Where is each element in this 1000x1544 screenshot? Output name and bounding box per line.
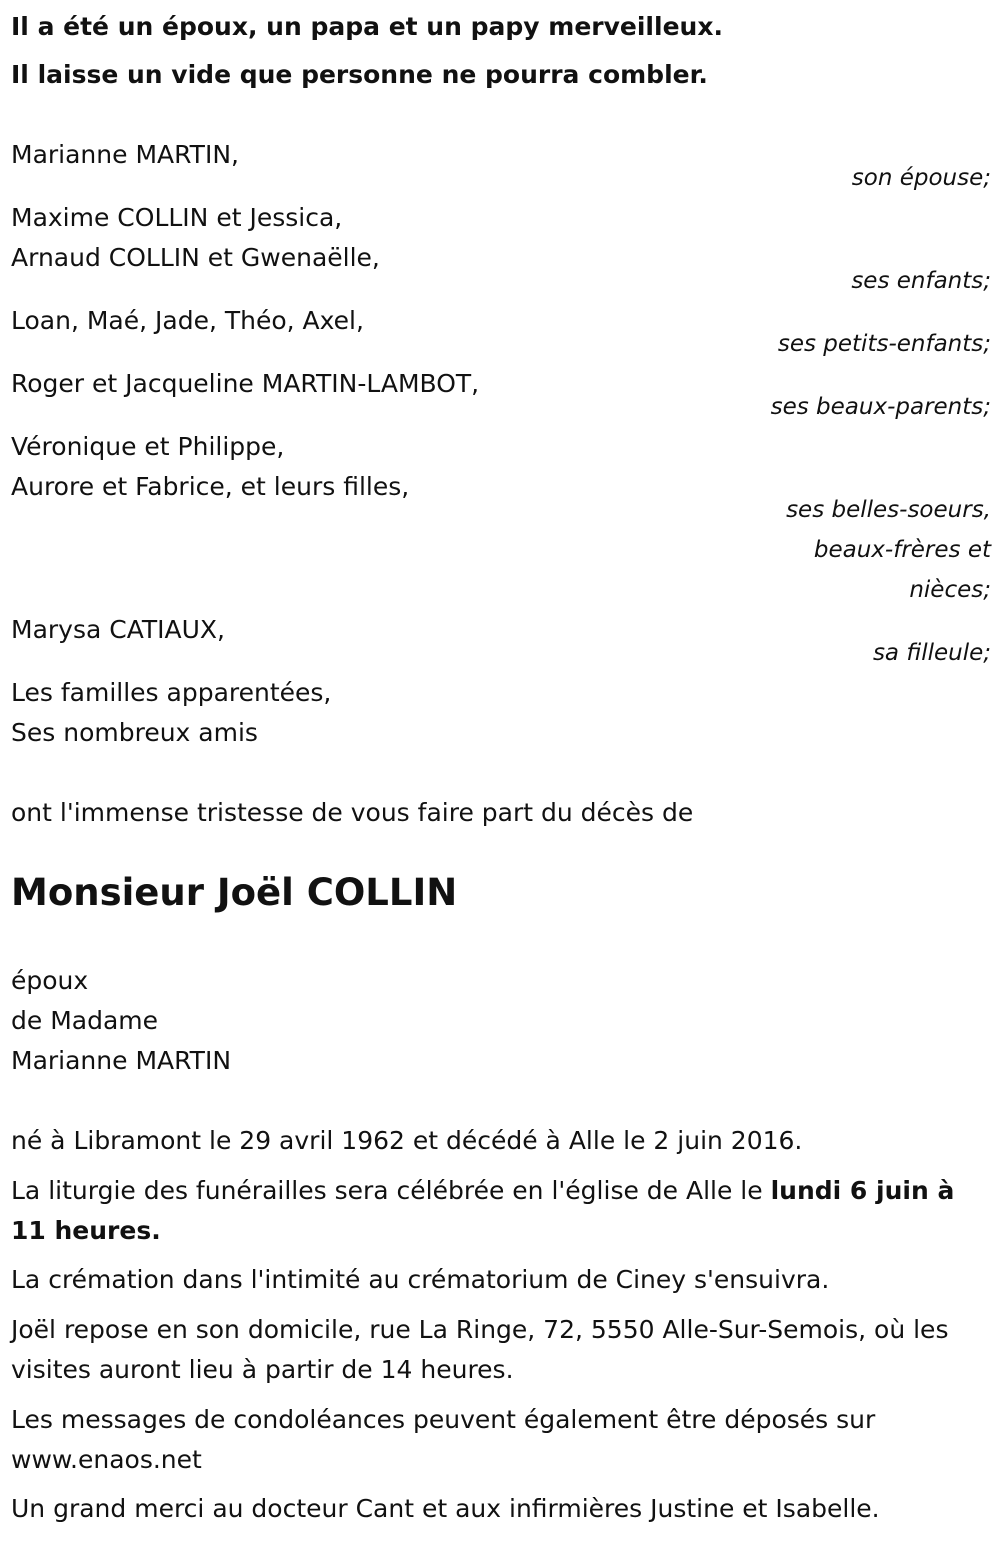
liturgy-text: La liturgie des funérailles sera célébrée en l'église de Alle le xyxy=(11,1176,771,1205)
siblings-relation-1: ses belles-soeurs, xyxy=(786,497,991,523)
siblings-relation-2: beaux-frères et xyxy=(813,537,991,563)
deceased-name: Monsieur Joël COLLIN xyxy=(11,871,458,914)
friends: Ses nombreux amis xyxy=(11,718,258,747)
goddaughter-relation: sa filleule; xyxy=(872,640,991,666)
related-families: Les familles apparentées, xyxy=(11,678,332,707)
child-2: Arnaud COLLIN et Gwenaëlle, xyxy=(11,243,380,272)
intro-line-1: Il a été un époux, un papa et un papy merveilleux. xyxy=(11,12,723,41)
spouse-of-line-3: Marianne MARTIN xyxy=(11,1046,232,1075)
grandchildren-relation: ses petits-enfants; xyxy=(777,331,991,357)
thanks: Un grand merci au docteur Cant et aux infirmières Justine et Isabelle. xyxy=(11,1494,880,1523)
announcement: ont l'immense tristesse de vous faire part du décès de xyxy=(11,798,694,827)
children-relation: ses enfants; xyxy=(851,268,991,294)
intro-line-2: Il laisse un vide que personne ne pourra combler. xyxy=(11,60,708,89)
grandchildren: Loan, Maé, Jade, Théo, Axel, xyxy=(11,306,364,335)
spouse-of-line-2: de Madame xyxy=(11,1006,159,1035)
siblings-relation-3: nièces; xyxy=(909,577,991,603)
sibling-2: Aurore et Fabrice, et leurs filles, xyxy=(11,472,410,501)
cremation: La crémation dans l'intimité au crématorium de Ciney s'ensuivra. xyxy=(11,1265,830,1294)
birth-death: né à Libramont le 29 avril 1962 et décédé à Alle le 2 juin 2016. xyxy=(11,1126,803,1155)
child-1: Maxime COLLIN et Jessica, xyxy=(11,203,343,232)
liturgy-line-1 xyxy=(11,1171,954,1211)
spouse-name: Marianne MARTIN, xyxy=(11,140,239,169)
sibling-1: Véronique et Philippe, xyxy=(11,432,285,461)
spouse-of-line-1: époux xyxy=(11,966,89,995)
condolences-line-1: Les messages de condoléances peuvent également être déposés sur xyxy=(11,1405,876,1434)
liturgy-date: lundi 6 juin à xyxy=(770,1176,955,1205)
rest-line-2: visites auront lieu à partir de 14 heures. xyxy=(11,1355,514,1384)
parents-in-law-relation: ses beaux-parents; xyxy=(770,394,991,420)
condolences-link[interactable]: www.enaos.net xyxy=(11,1445,202,1474)
parents-in-law: Roger et Jacqueline MARTIN-LAMBOT, xyxy=(11,369,480,398)
goddaughter: Marysa CATIAUX, xyxy=(11,615,225,644)
rest-line-1: Joël repose en son domicile, rue La Ringe, 72, 5550 Alle-Sur-Semois, où les xyxy=(11,1315,949,1344)
spouse-relation: son épouse; xyxy=(851,165,991,191)
liturgy-time: 11 heures. xyxy=(11,1216,161,1245)
